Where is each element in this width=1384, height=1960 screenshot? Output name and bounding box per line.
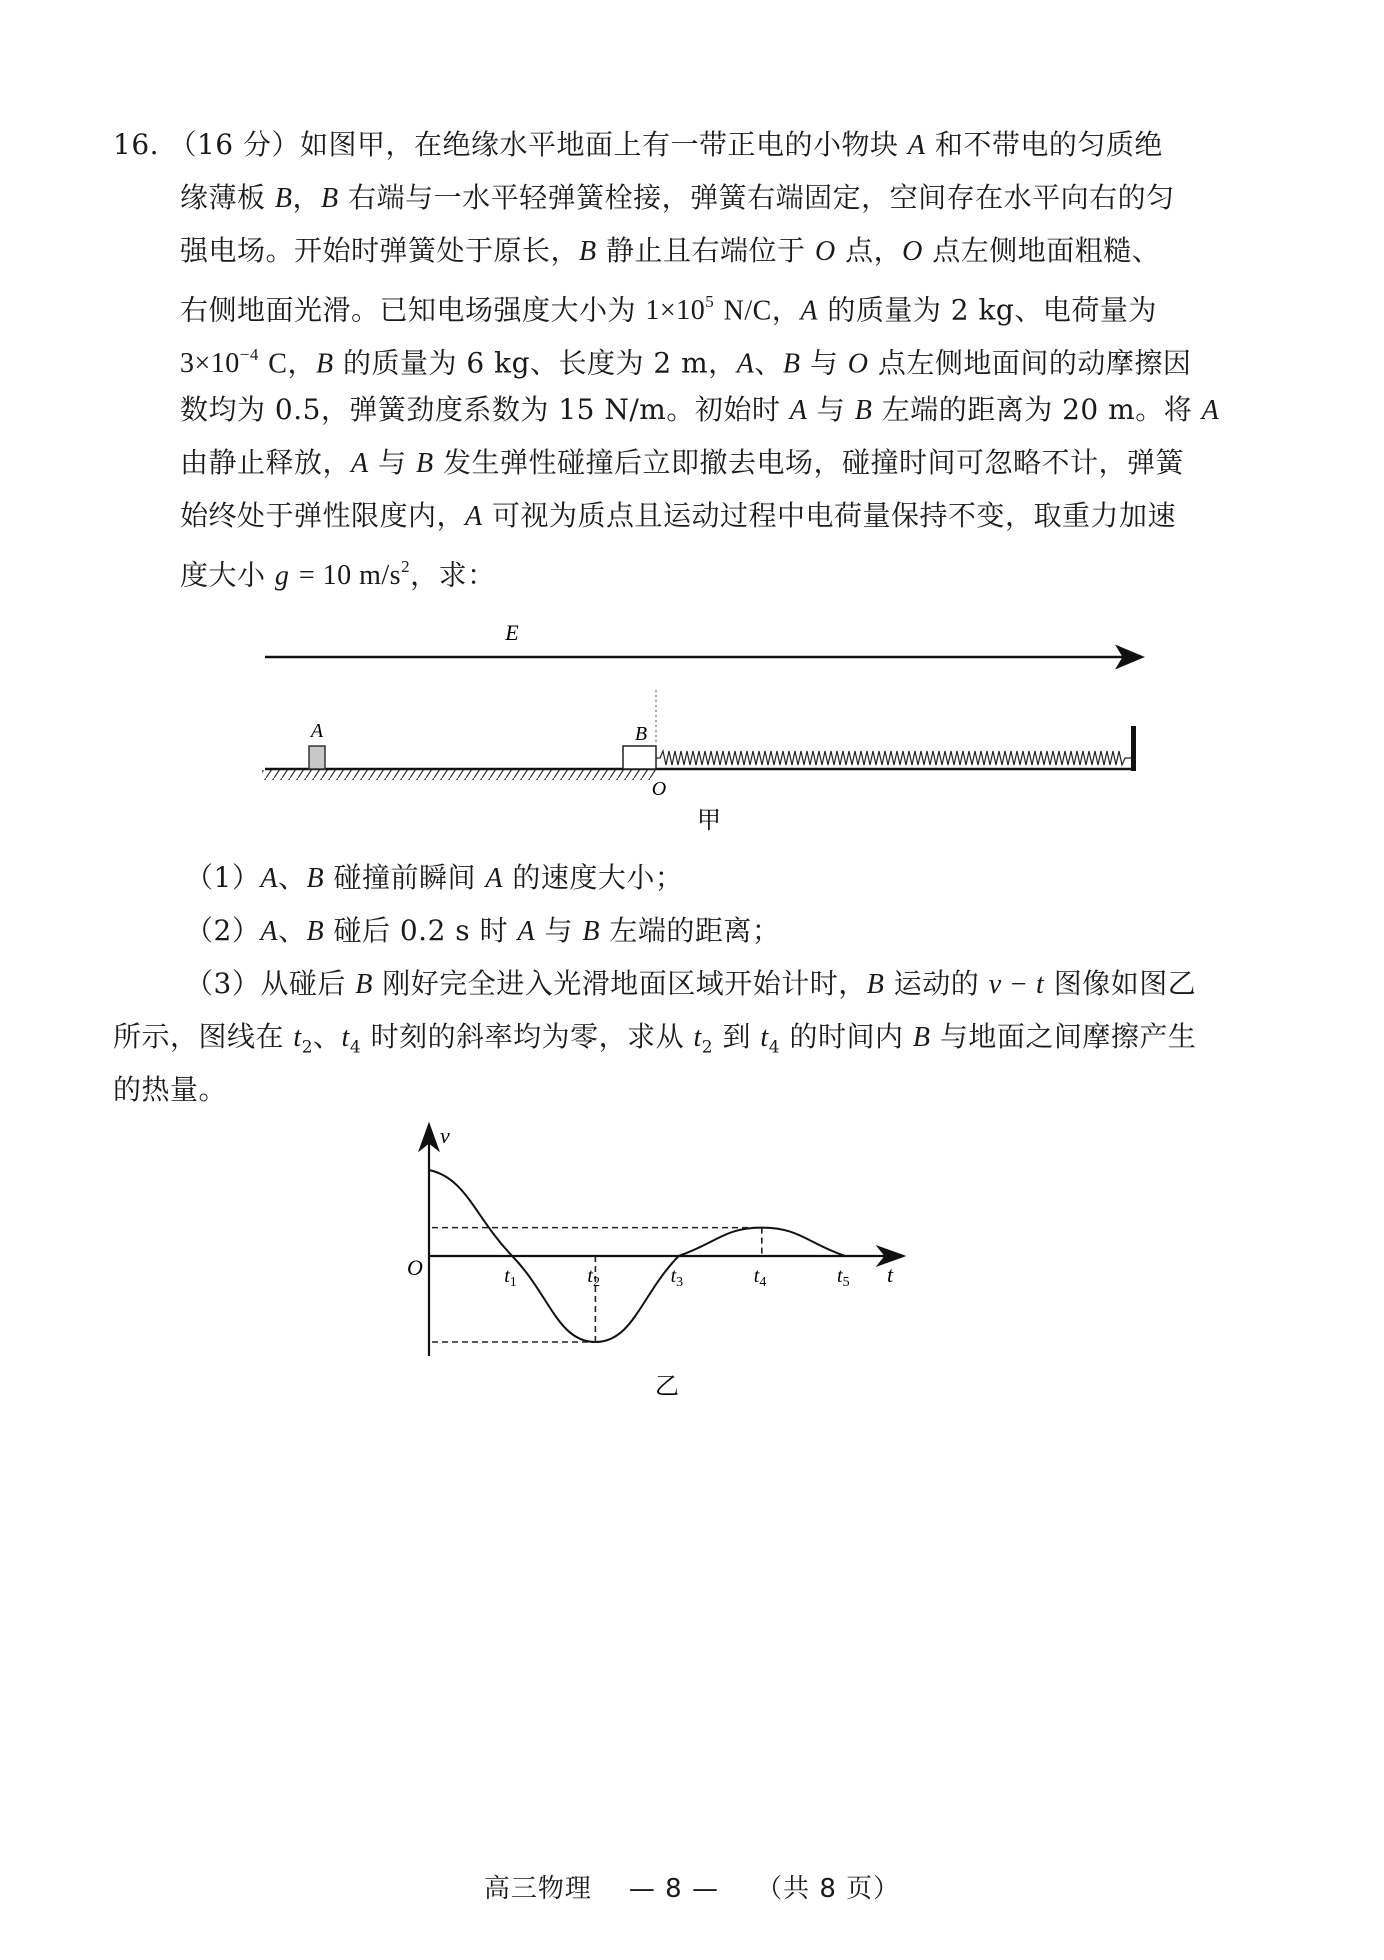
question-line-4 (180, 284, 1157, 331)
text: 与 (809, 346, 839, 380)
question-line-5: $3\times 10^{-4}$ C，B 的质量为 6 kg、长度为 2 m，A、B 与 O 点左侧地面间的动摩擦因 (180, 345, 1192, 380)
symbol-a: A (736, 348, 755, 380)
sub-question-3-line-2: 所示，图线在 $t_2$、$t_4$ 时刻的斜率均为零，求从 $t_2$ 到 $t_4$ 的时间内 B 与地面之间摩擦产生 (113, 1020, 1197, 1058)
text: 与 (816, 393, 846, 426)
question-line-3 (180, 231, 1160, 272)
text: 点左侧地面间的动摩擦因 (877, 346, 1192, 380)
text: 和不带电的匀质绝 (934, 128, 1163, 161)
field-label: E (505, 620, 519, 645)
text: 左端的距离为 20 m。将 (881, 393, 1193, 426)
text: 缘薄板 (180, 181, 266, 214)
block-a (309, 746, 325, 769)
sub-question-1: （1）A、B 碰撞前瞬间 A 的速度大小； (185, 861, 684, 894)
text: 右端与一水平轻弹簧栓接，弹簧右端固定，空间存在水平向右的匀 (348, 181, 1175, 214)
text: N/C， (723, 295, 801, 327)
text: 数均为 0.5，弹簧劲度系数为 15 N/m。初始时 (180, 393, 781, 426)
footer-page: — 8 — (628, 1874, 719, 1904)
text: ，求： (410, 558, 496, 592)
symbol-o: O (847, 348, 869, 380)
question-line-9 (180, 549, 496, 596)
symbol-b: B (782, 348, 801, 380)
text: 的质量为 6 kg、长度为 2 m， (343, 346, 737, 380)
symbol-a: A (907, 130, 926, 161)
sub-question-3-line-3: 的热量。 (113, 1073, 228, 1106)
symbol-o: O (902, 236, 923, 267)
v-axis-label: v (440, 1123, 450, 1148)
question-number: 16. (113, 128, 160, 161)
symbol-a: A (465, 501, 483, 532)
text: 可视为质点且运动过程中电荷量保持不变，取重力加速 (492, 499, 1177, 532)
text: 右侧地面光滑。已知电场强度大小为 (180, 293, 637, 327)
question-line-7 (180, 443, 1184, 484)
text: 点左侧地面粗糙、 (932, 234, 1161, 267)
symbol-a: A (351, 448, 369, 479)
x-tick-label-t4: $t_4$ (753, 1265, 767, 1290)
symbol-g: g (274, 560, 290, 592)
rough-ground-hatch (262, 770, 656, 780)
page-footer (0, 1868, 1384, 1905)
text: 点， (845, 234, 903, 267)
figure-yi-vt-chart (380, 1110, 980, 1410)
x-tick-label-t2: $t_2$ (587, 1265, 600, 1290)
symbol-b: B (321, 183, 339, 214)
x-tick-label-t1: $t_1$ (504, 1265, 517, 1290)
block-a-label: A (310, 720, 324, 742)
text: 强电场。开始时弹簧处于原长， (180, 234, 580, 267)
text: 始终处于弹性限度内， (180, 499, 466, 532)
symbol-b: B (415, 448, 434, 479)
label: （2） (185, 914, 261, 947)
fixed-wall (1131, 726, 1136, 771)
text: 的质量为 2 kg、电荷量为 (827, 293, 1157, 327)
text: 静止且右端位于 (606, 234, 806, 267)
x-tick-label-t3: $t_3$ (670, 1265, 684, 1290)
text: 由静止释放， (180, 446, 352, 479)
block-b (623, 746, 656, 769)
text: 度大小 (180, 558, 266, 592)
symbol-b: B (854, 395, 873, 426)
sub-question-2: （2）A、B 碰后 0.2 s 时 A 与 B 左端的距离； (185, 914, 781, 947)
t-axis-label: t (887, 1262, 894, 1287)
symbol-o: O (814, 236, 836, 267)
symbol-a: A (800, 295, 818, 327)
spring (656, 751, 1131, 765)
symbol-a: A (789, 395, 808, 426)
text: 与 (378, 446, 407, 479)
question-line-2: 缘薄板 B，B 右端与一水平轻弹簧栓接，弹簧右端固定，空间存在水平向右的匀 (180, 181, 1175, 214)
footer-total: （共 8 页） (756, 1874, 901, 1904)
symbol-b: B (579, 236, 597, 267)
label: （1） (185, 861, 261, 894)
block-b-label: B (634, 723, 648, 745)
symbol-b: B (274, 183, 293, 214)
gravity-value: = 10 $m/s^2$ (298, 557, 411, 592)
figure-yi-caption: 乙 (655, 1372, 679, 1400)
figure-jia (250, 610, 1150, 840)
text: 如图甲，在绝缘水平地面上有一带正电的小物块 (299, 128, 899, 161)
origin-label: O (407, 1255, 423, 1280)
origin-label: O (651, 778, 667, 800)
sub-question-3: （3）从碰后 B 刚好完全进入光滑地面区域开始计时，B 运动的 v − t 图像如图乙 (185, 967, 1197, 1000)
figure-jia-caption: 甲 (697, 806, 721, 834)
footer-subject: 高三物理 (483, 1874, 592, 1904)
question-points: （16 分） (168, 128, 300, 161)
charge-value: $3\times 10^{-4}$ (180, 345, 259, 380)
symbol-a: A (1201, 395, 1220, 426)
text: C， (268, 348, 316, 380)
question-line-8 (180, 496, 1176, 537)
label: （3） (185, 967, 261, 1000)
question-line-1 (113, 125, 1163, 166)
symbol-b: B (315, 348, 334, 380)
x-tick-label-t5: $t_5$ (837, 1265, 850, 1290)
question-line-6 (180, 390, 1219, 431)
field-strength: $1\times 10^5$ (645, 292, 715, 327)
text: 发生弹性碰撞后立即撤去电场，碰撞时间可忽略不计，弹簧 (442, 446, 1184, 479)
